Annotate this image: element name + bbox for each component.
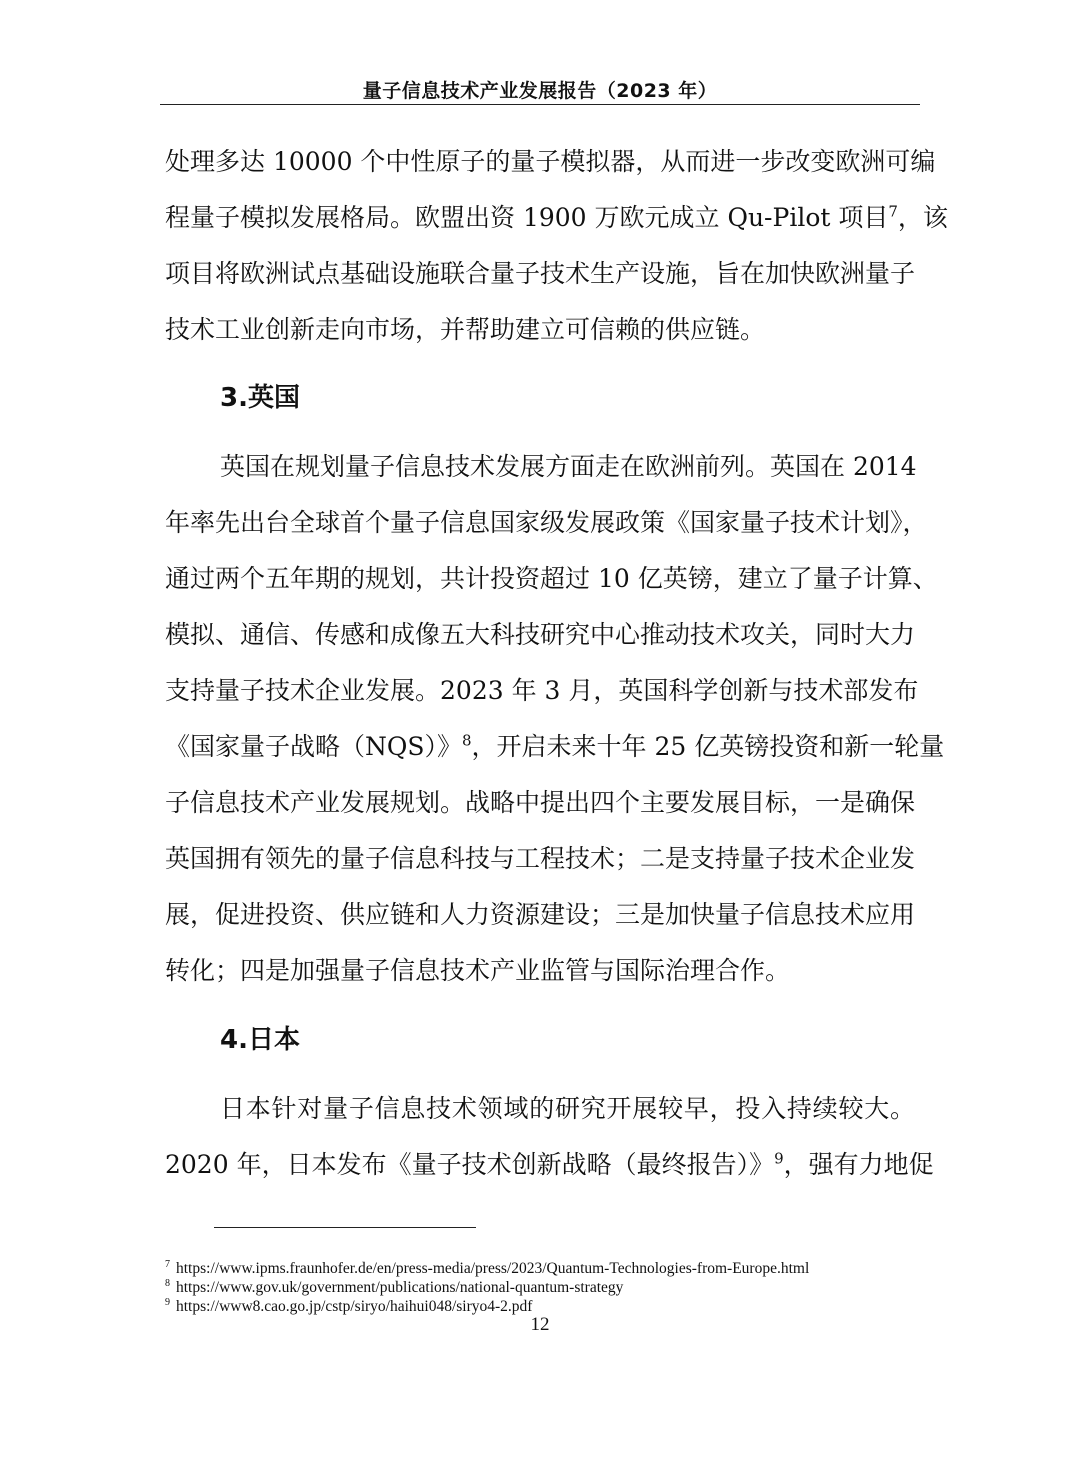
body-line <box>165 731 945 763</box>
body-text: 2020 年，日本发布《量子技术创新战略（最终报告）》 <box>165 1150 775 1179</box>
body-line: 技术工业创新走向市场，并帮助建立可信赖的供应链。 <box>165 315 766 344</box>
body-line: 支持量子技术企业发展。2023 年 3 月，英国科学创新与技术部发布 <box>165 676 919 705</box>
body-line <box>165 1149 934 1181</box>
body-line: 处理多达 10000 个中性原子的量子模拟器，从而进一步改变欧洲可编 <box>165 147 936 176</box>
footnote-link[interactable]: https://www8.cao.go.jp/cstp/siryo/haihui048/siryo4-2.pdf <box>176 1298 533 1316</box>
header-rule <box>160 104 920 105</box>
footnote-mark: 7 <box>165 1259 170 1270</box>
section-heading-uk: 3.英国 <box>220 383 300 413</box>
footnote-mark: 9 <box>165 1297 170 1308</box>
body-line: 通过两个五年期的规划，共计投资超过 10 亿英镑，建立了量子计算、 <box>165 564 938 593</box>
body-line: 展，促进投资、供应链和人力资源建设；三是加快量子信息技术应用 <box>165 900 916 929</box>
footnote-mark: 8 <box>165 1278 170 1289</box>
body-line <box>165 202 948 234</box>
body-text: ，强有力地促 <box>783 1150 934 1179</box>
body-line: 模拟、通信、传感和成像五大科技研究中心推动技术攻关，同时大力 <box>165 620 916 649</box>
body-line: 英国在规划量子信息技术发展方面走在欧洲前列。英国在 2014 <box>220 452 917 481</box>
running-header: 量子信息技术产业发展报告（2023 年） <box>362 80 718 102</box>
body-line: 英国拥有领先的量子信息科技与工程技术；二是支持量子技术企业发 <box>165 844 916 873</box>
body-text: ，该 <box>897 203 948 232</box>
footnote-ref[interactable]: 7 <box>888 202 898 221</box>
page-number: 12 <box>530 1314 550 1335</box>
body-line: 日本针对量子信息技术领域的研究开展较早，投入持续较大。 <box>220 1094 915 1123</box>
body-text: ，开启未来十年 25 亿英镑投资和新一轮量 <box>471 732 945 761</box>
body-line: 子信息技术产业发展规划。战略中提出四个主要发展目标，一是确保 <box>165 788 916 817</box>
body-line: 转化；四是加强量子信息技术产业监管与国际治理合作。 <box>165 956 791 985</box>
body-line: 项目将欧洲试点基础设施联合量子技术生产设施，旨在加快欧洲量子 <box>165 259 916 288</box>
footnote-rule <box>214 1227 476 1228</box>
body-text: 程量子模拟发展格局。欧盟出资 1900 万欧元成立 Qu-Pilot 项目 <box>165 203 889 232</box>
footnote-9[interactable] <box>165 1293 925 1316</box>
body-line: 年率先出台全球首个量子信息国家级发展政策《国家量子技术计划》， <box>165 508 928 537</box>
footnote-link[interactable]: https://www.gov.uk/government/publications/national-quantum-strategy <box>176 1279 624 1297</box>
footnote-ref[interactable]: 9 <box>774 1149 784 1168</box>
body-text: 《国家量子战略（NQS）》 <box>165 732 462 761</box>
footnote-ref[interactable]: 8 <box>462 731 472 750</box>
footnote-link[interactable]: https://www.ipms.fraunhofer.de/en/press-media/press/2023/Quantum-Technologies-from-Europe.html <box>176 1260 810 1278</box>
section-heading-jp: 4.日本 <box>220 1025 300 1055</box>
